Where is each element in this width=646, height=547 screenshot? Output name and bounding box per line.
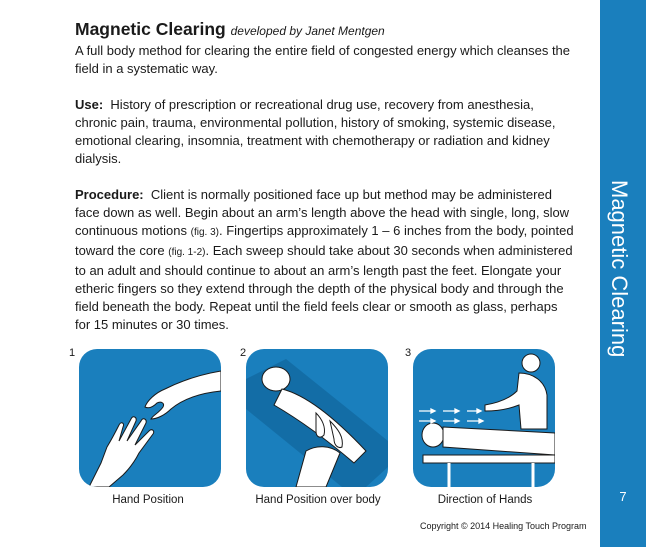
figure-2-hand-position-over-body <box>246 349 388 487</box>
sidebar-title-wrap <box>608 0 638 360</box>
figure-ref-1-2: (fig. 1-2) <box>168 247 206 258</box>
caption-2: Hand Position over body <box>255 494 381 506</box>
procedure-text-3: . Each sweep should take about 30 seconds when administered to an adult and should continue to about an arm’s length past the feet. Elongate your etheric fingers so they extend through the depth of the physical body and through the field beneath the body. Repeat until the field feels clear or smooth as glass, perhaps for 15 minutes or 30 times. <box>75 243 573 332</box>
procedure-label: Procedure: <box>75 187 144 202</box>
use-label: Use: <box>75 97 104 112</box>
intro-paragraph: A full body method for clearing the entire field of congested energy which cleanses the field in a systematic way. <box>75 43 571 76</box>
caption-1: Hand Position <box>112 494 184 506</box>
copyright: Copyright © 2014 Healing Touch Program <box>420 521 587 531</box>
figure-ref-3: (fig. 3) <box>190 227 219 238</box>
practitioner-sweeping-icon <box>413 349 555 487</box>
procedure-text-2: . Fingertips approximately 1 – 6 inches from the body, pointed toward the core <box>75 223 574 258</box>
procedure-text-1: Client is normally positioned face up but method may be administered face down as well. Begin about an arm’s length above the head with single, long, slow continuous motions <box>75 187 570 238</box>
figure-number-3: 3 <box>405 347 412 359</box>
sidebar-title: Magnetic Clearing <box>607 180 632 358</box>
caption-3: Direction of Hands <box>437 494 533 506</box>
use-paragraph <box>75 96 575 168</box>
use-text: History of prescription or recreational drug use, recovery from anesthesia, chronic pain, trauma, environmental pollution, history of smoking, systemic disease, emotional clearing, insomnia, treatment with chemotherapy or radiation and kidney dialysis. <box>75 97 556 166</box>
body-with-hands-icon <box>246 349 388 487</box>
page-number: 7 <box>619 489 627 504</box>
byline: developed by Janet Mentgen <box>230 24 385 38</box>
page-title: Magnetic Clearing <box>75 19 226 39</box>
main-content <box>75 18 575 334</box>
figure-3-direction-of-hands <box>413 349 555 487</box>
procedure-paragraph <box>75 186 575 334</box>
figure-1-hand-position <box>79 349 221 487</box>
hands-illustration-icon <box>79 349 221 487</box>
figure-number-2: 2 <box>240 347 247 359</box>
figure-number-1: 1 <box>69 347 76 359</box>
heading <box>75 18 575 42</box>
sidebar-tab <box>600 0 646 547</box>
